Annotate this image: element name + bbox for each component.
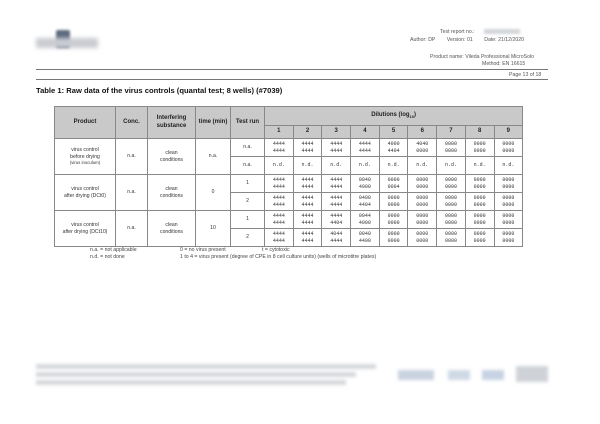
well-values-line-2: 4444 bbox=[358, 147, 371, 154]
well-values-line-1: n.d. bbox=[330, 162, 343, 169]
test-run-cell: n.a. bbox=[231, 157, 265, 175]
dilution-cell-3 bbox=[322, 229, 351, 247]
dilution-cell-7 bbox=[437, 229, 466, 247]
dilution-cell-8 bbox=[465, 211, 494, 229]
dilution-cell-8 bbox=[465, 175, 494, 193]
footer-logo-blurred-4 bbox=[516, 366, 548, 382]
header-dilution-6: 6 bbox=[408, 126, 437, 139]
header-test-run: Test run bbox=[231, 107, 265, 139]
well-values-line-2: 4444 bbox=[301, 147, 314, 154]
date-value: 21/12/2020 bbox=[498, 37, 525, 43]
well-values-line-1: 4444 bbox=[330, 177, 343, 184]
well-values-line-1: 0000 bbox=[473, 141, 486, 148]
well-values-line-2: 4444 bbox=[272, 183, 285, 190]
dilution-cell-3 bbox=[322, 193, 351, 211]
footer-logo-blurred-1 bbox=[398, 370, 434, 380]
time-cell: 10 bbox=[196, 211, 231, 247]
conc-cell: n.a. bbox=[116, 211, 148, 247]
well-values-line-2: 0000 bbox=[473, 237, 486, 244]
dilution-cell-7 bbox=[437, 211, 466, 229]
dilution-cell-4 bbox=[351, 175, 380, 193]
interfering-line-2: conditions bbox=[160, 228, 183, 235]
version-value: 01 bbox=[466, 37, 473, 43]
well-values-line-1: 0000 bbox=[444, 231, 457, 238]
legend-one-to-four: 1 to 4 = virus present (degree of CPE in 8 cell culture units) (wells of microtitre plates) bbox=[180, 254, 377, 260]
dilution-cell-2 bbox=[293, 229, 322, 247]
well-values-line-1: 4444 bbox=[272, 177, 285, 184]
dilution-cell-9 bbox=[494, 193, 523, 211]
product-line-2: before drying bbox=[70, 153, 100, 160]
well-values-line-1: 0044 bbox=[358, 213, 371, 220]
product-line-1: virus control bbox=[71, 222, 99, 229]
well-values-line-1: n.d. bbox=[272, 162, 285, 169]
well-values-line-1: 0000 bbox=[502, 141, 515, 148]
well-values-line-2: 0000 bbox=[444, 147, 457, 154]
table-row bbox=[55, 175, 523, 193]
well-values-line-2: 4404 bbox=[358, 201, 371, 208]
well-values-line-1: 0000 bbox=[444, 141, 457, 148]
well-values-line-2: 4000 bbox=[358, 183, 371, 190]
well-values-line-1: 4444 bbox=[301, 231, 314, 238]
well-values-line-1: 0000 bbox=[502, 213, 515, 220]
header-dilutions-close: ) bbox=[413, 112, 416, 119]
well-values-line-2: 0000 bbox=[444, 201, 457, 208]
company-logo bbox=[36, 30, 98, 52]
dilution-cell-5 bbox=[379, 211, 408, 229]
interfering-line-1: clean bbox=[165, 150, 178, 157]
dilution-cell-8 bbox=[465, 139, 494, 157]
dilution-cell-1 bbox=[265, 139, 294, 157]
logo-text-blurred bbox=[36, 38, 98, 48]
well-values-line-1: 4444 bbox=[330, 195, 343, 202]
well-values-line-1: 4444 bbox=[272, 213, 285, 220]
well-values-line-1: 0000 bbox=[444, 195, 457, 202]
header-dilution-3: 3 bbox=[322, 126, 351, 139]
well-values-line-2: 4444 bbox=[301, 201, 314, 208]
product-line-3: (virus inoculum) bbox=[69, 160, 101, 166]
dilution-cell-6 bbox=[408, 175, 437, 193]
author-value: DP bbox=[428, 37, 436, 43]
well-values-line-1: 0000 bbox=[387, 177, 400, 184]
test-run-cell: 2 bbox=[231, 193, 265, 211]
well-values-line-2: 4444 bbox=[272, 219, 285, 226]
dilution-cell-7 bbox=[437, 139, 466, 157]
interfering-cell bbox=[148, 175, 196, 211]
legend-cytotoxic: t = cytotoxic bbox=[262, 247, 290, 253]
table-row bbox=[55, 139, 523, 157]
method-row bbox=[482, 61, 525, 67]
well-values-line-1: n.d. bbox=[416, 162, 429, 169]
dilution-cell-6 bbox=[408, 211, 437, 229]
test-report-row bbox=[440, 29, 520, 35]
product-cell bbox=[55, 175, 116, 211]
well-values-line-1: 4444 bbox=[358, 141, 371, 148]
test-report-number-blurred bbox=[484, 29, 520, 34]
well-values-line-1: 4000 bbox=[387, 141, 400, 148]
well-values-line-1: 0000 bbox=[473, 195, 486, 202]
product-line-2: after drying (DCt10) bbox=[62, 228, 108, 235]
well-values-line-2: 0000 bbox=[473, 201, 486, 208]
well-values-line-1: 4444 bbox=[301, 141, 314, 148]
interfering-line-1: clean bbox=[165, 186, 178, 193]
well-values-line-1: 4040 bbox=[416, 141, 429, 148]
well-values-line-1: 0040 bbox=[358, 231, 371, 238]
well-values-line-2: 0000 bbox=[473, 147, 486, 154]
legend-zero: 0 = no virus present bbox=[180, 247, 226, 253]
dilution-cell-4 bbox=[351, 193, 380, 211]
well-values-line-2: 4444 bbox=[301, 219, 314, 226]
well-values-line-2: 0000 bbox=[473, 219, 486, 226]
well-values-line-2: 4444 bbox=[301, 237, 314, 244]
dilution-cell-2 bbox=[293, 139, 322, 157]
dilution-cell-6 bbox=[408, 229, 437, 247]
page-number: Page 13 of 18 bbox=[509, 72, 542, 78]
header-row-1 bbox=[55, 107, 523, 126]
well-values-line-1: 0000 bbox=[502, 231, 515, 238]
well-values-line-2: 4444 bbox=[272, 237, 285, 244]
dilution-cell-6 bbox=[408, 193, 437, 211]
dilution-cell-3 bbox=[322, 157, 351, 175]
well-values-line-1: n.d. bbox=[358, 162, 371, 169]
footer-logo-blurred-3 bbox=[482, 370, 504, 380]
header-product: Product bbox=[55, 107, 116, 139]
well-values-line-1: n.d. bbox=[473, 162, 486, 169]
dilution-cell-5 bbox=[379, 139, 408, 157]
table-title: Table 1: Raw data of the virus controls (quantal test; 8 wells) (#7039) bbox=[36, 86, 283, 95]
well-values-line-1: 0000 bbox=[473, 231, 486, 238]
dilution-cell-1 bbox=[265, 193, 294, 211]
dilution-cell-9 bbox=[494, 175, 523, 193]
well-values-line-2: 0000 bbox=[502, 201, 515, 208]
well-values-line-1: 4444 bbox=[330, 141, 343, 148]
well-values-line-1: 4444 bbox=[272, 141, 285, 148]
footer-blurred-line-2 bbox=[36, 372, 356, 377]
header-dilution-9: 9 bbox=[494, 126, 523, 139]
well-values-line-1: 0000 bbox=[473, 213, 486, 220]
product-line-1: virus control bbox=[71, 186, 99, 193]
header-dilution-2: 2 bbox=[293, 126, 322, 139]
well-values-line-1: 0000 bbox=[387, 213, 400, 220]
dilution-cell-2 bbox=[293, 193, 322, 211]
header-dilutions-sub: 10 bbox=[409, 114, 414, 120]
dilution-cell-6 bbox=[408, 157, 437, 175]
dilution-cell-2 bbox=[293, 175, 322, 193]
dilution-cell-4 bbox=[351, 229, 380, 247]
well-values-line-1: n.d. bbox=[444, 162, 457, 169]
method-label: Method: bbox=[482, 61, 501, 67]
well-values-line-1: 0000 bbox=[416, 231, 429, 238]
well-values-line-2: 0000 bbox=[387, 201, 400, 208]
footer-blurred-line-1 bbox=[36, 364, 376, 369]
header-interfering-substance: Interfering substance bbox=[148, 107, 196, 139]
well-values-line-1: 4444 bbox=[301, 195, 314, 202]
header-dilution-8: 8 bbox=[465, 126, 494, 139]
well-values-line-1: 0040 bbox=[358, 177, 371, 184]
well-values-line-1: n.d. bbox=[387, 162, 400, 169]
well-values-line-1: 4444 bbox=[301, 177, 314, 184]
well-values-line-2: 0000 bbox=[416, 219, 429, 226]
well-values-line-2: 0000 bbox=[416, 201, 429, 208]
well-values-line-2: 0000 bbox=[473, 183, 486, 190]
header-dilutions-text: Dilutions (log bbox=[371, 112, 410, 119]
product-line-1: virus control bbox=[71, 147, 99, 154]
well-values-line-1: 0000 bbox=[387, 195, 400, 202]
well-values-line-2: 4400 bbox=[358, 237, 371, 244]
dilution-cell-5 bbox=[379, 157, 408, 175]
header-dilution-1: 1 bbox=[265, 126, 294, 139]
header-dilution-7: 7 bbox=[437, 126, 466, 139]
test-report-label: Test report no.: bbox=[440, 29, 475, 35]
dilution-cell-3 bbox=[322, 211, 351, 229]
dilution-cell-1 bbox=[265, 157, 294, 175]
header-dilution-4: 4 bbox=[351, 126, 380, 139]
dilution-cell-6 bbox=[408, 139, 437, 157]
well-values-line-2: 4444 bbox=[272, 201, 285, 208]
well-values-line-1: 4444 bbox=[301, 213, 314, 220]
dilution-cell-9 bbox=[494, 229, 523, 247]
dilution-cell-4 bbox=[351, 157, 380, 175]
dilution-cell-7 bbox=[437, 175, 466, 193]
interfering-cell bbox=[148, 139, 196, 175]
dilution-cell-5 bbox=[379, 175, 408, 193]
well-values-line-2: 0000 bbox=[387, 237, 400, 244]
legend-na: n.a. = not applicable bbox=[90, 247, 137, 253]
dilution-cell-1 bbox=[265, 229, 294, 247]
method-value: EN 16615 bbox=[502, 61, 526, 67]
dilution-cell-9 bbox=[494, 157, 523, 175]
interfering-line-2: conditions bbox=[160, 156, 183, 163]
test-run-cell: n.a. bbox=[231, 139, 265, 157]
conc-cell: n.a. bbox=[116, 139, 148, 175]
dilution-cell-8 bbox=[465, 193, 494, 211]
well-values-line-2: 0000 bbox=[502, 219, 515, 226]
dilution-cell-9 bbox=[494, 139, 523, 157]
dilution-cell-2 bbox=[293, 157, 322, 175]
well-values-line-2: 0000 bbox=[444, 219, 457, 226]
well-values-line-2: 0000 bbox=[502, 237, 515, 244]
product-line-2: after drying (DCt0) bbox=[64, 192, 106, 199]
dilution-cell-5 bbox=[379, 193, 408, 211]
well-values-line-2: 4404 bbox=[330, 219, 343, 226]
well-values-line-1: 0000 bbox=[444, 213, 457, 220]
well-values-line-2: 0004 bbox=[387, 183, 400, 190]
well-values-line-2: 0000 bbox=[416, 147, 429, 154]
well-values-line-2: 0000 bbox=[416, 183, 429, 190]
dilution-cell-2 bbox=[293, 211, 322, 229]
well-values-line-2: 4000 bbox=[358, 219, 371, 226]
well-values-line-2: 4444 bbox=[272, 147, 285, 154]
test-run-cell: 2 bbox=[231, 229, 265, 247]
well-values-line-1: 0000 bbox=[416, 213, 429, 220]
well-values-line-1: 4444 bbox=[272, 195, 285, 202]
virus-controls-table bbox=[54, 106, 523, 247]
well-values-line-1: 0000 bbox=[473, 177, 486, 184]
author-label: Author: bbox=[410, 37, 427, 43]
table-row bbox=[55, 211, 523, 229]
dilution-cell-8 bbox=[465, 157, 494, 175]
well-values-line-1: 0000 bbox=[502, 195, 515, 202]
interfering-line-2: conditions bbox=[160, 192, 183, 199]
well-values-line-1: 0000 bbox=[444, 177, 457, 184]
dilution-cell-4 bbox=[351, 211, 380, 229]
dilution-cell-7 bbox=[437, 193, 466, 211]
well-values-line-2: 4444 bbox=[330, 147, 343, 154]
dilution-cell-1 bbox=[265, 175, 294, 193]
product-value: Vileda Professional MicroSolo bbox=[465, 54, 535, 60]
product-cell bbox=[55, 211, 116, 247]
test-run-cell: 1 bbox=[231, 175, 265, 193]
date-label: Date: bbox=[484, 37, 497, 43]
well-values-line-2: 0000 bbox=[502, 147, 515, 154]
test-run-cell: 1 bbox=[231, 211, 265, 229]
header-dilution-5: 5 bbox=[379, 126, 408, 139]
well-values-line-1: 0000 bbox=[416, 195, 429, 202]
well-values-line-2: 0000 bbox=[444, 183, 457, 190]
author-row bbox=[410, 37, 524, 43]
well-values-line-1: 0000 bbox=[416, 177, 429, 184]
well-values-line-1: 4044 bbox=[330, 231, 343, 238]
header-divider-bottom bbox=[36, 79, 548, 80]
header-dilutions bbox=[265, 107, 523, 126]
well-values-line-2: 4444 bbox=[330, 237, 343, 244]
version-label: Version: bbox=[446, 37, 466, 43]
footer-blurred-line-3 bbox=[36, 380, 346, 385]
header-divider-top bbox=[36, 69, 548, 70]
well-values-line-2: 4444 bbox=[330, 183, 343, 190]
well-values-line-2: 4404 bbox=[387, 147, 400, 154]
legend-nd: n.d. = not done bbox=[90, 254, 125, 260]
well-values-line-2: 0000 bbox=[502, 183, 515, 190]
well-values-line-1: n.d. bbox=[301, 162, 314, 169]
header-conc: Conc. bbox=[116, 107, 148, 139]
dilution-cell-5 bbox=[379, 229, 408, 247]
well-values-line-1: 0000 bbox=[387, 231, 400, 238]
product-cell bbox=[55, 139, 116, 175]
well-values-line-2: 0000 bbox=[444, 237, 457, 244]
well-values-line-2: 0000 bbox=[387, 219, 400, 226]
well-values-line-1: 4444 bbox=[330, 213, 343, 220]
conc-cell: n.a. bbox=[116, 175, 148, 211]
well-values-line-1: n.d. bbox=[502, 162, 515, 169]
well-values-line-2: 0000 bbox=[416, 237, 429, 244]
well-values-line-2: 4444 bbox=[301, 183, 314, 190]
product-label: Product name: bbox=[430, 54, 464, 60]
well-values-line-2: 4444 bbox=[330, 201, 343, 208]
dilution-cell-3 bbox=[322, 175, 351, 193]
header-time: time (min) bbox=[196, 107, 231, 139]
interfering-cell bbox=[148, 211, 196, 247]
dilution-cell-8 bbox=[465, 229, 494, 247]
dilution-cell-7 bbox=[437, 157, 466, 175]
dilution-cell-3 bbox=[322, 139, 351, 157]
product-row bbox=[430, 54, 534, 60]
dilution-cell-4 bbox=[351, 139, 380, 157]
footer-logo-blurred-2 bbox=[448, 370, 470, 380]
well-values-line-1: 0000 bbox=[502, 177, 515, 184]
time-cell: n.a. bbox=[196, 139, 231, 175]
dilution-cell-1 bbox=[265, 211, 294, 229]
well-values-line-1: 4444 bbox=[272, 231, 285, 238]
time-cell: 0 bbox=[196, 175, 231, 211]
interfering-line-1: clean bbox=[165, 222, 178, 229]
dilution-cell-9 bbox=[494, 211, 523, 229]
well-values-line-1: 0400 bbox=[358, 195, 371, 202]
